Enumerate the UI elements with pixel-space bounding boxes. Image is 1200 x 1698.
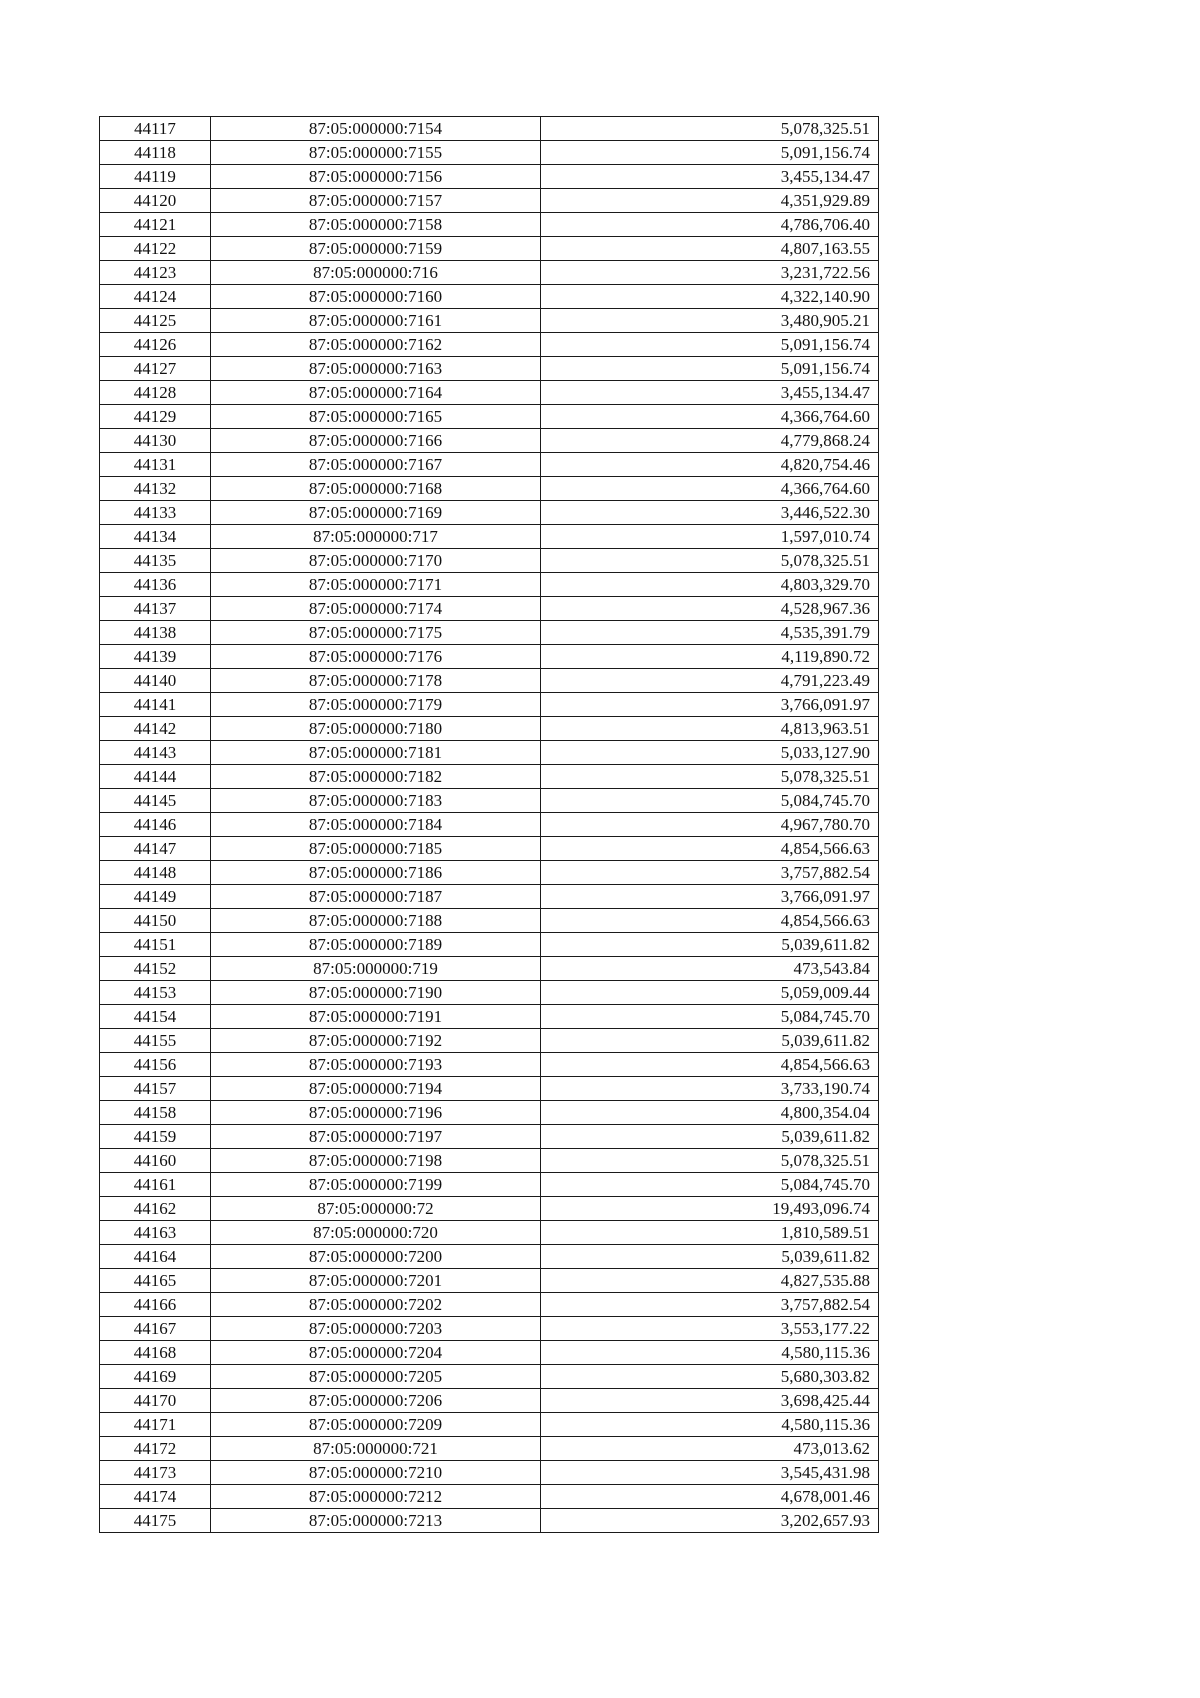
cadastral-number-cell: 87:05:000000:7169: [211, 501, 541, 525]
table-row: [100, 117, 879, 141]
value-cell: 3,455,134.47: [541, 381, 879, 405]
table-row: [100, 525, 879, 549]
value-cell: 4,820,754.46: [541, 453, 879, 477]
row-number-cell: 44143: [100, 741, 211, 765]
row-number-cell: 44166: [100, 1293, 211, 1317]
value-cell: 3,202,657.93: [541, 1509, 879, 1533]
table-row: [100, 1365, 879, 1389]
table-row: [100, 477, 879, 501]
cadastral-number-cell: 87:05:000000:7200: [211, 1245, 541, 1269]
row-number-cell: 44152: [100, 957, 211, 981]
table-row: [100, 429, 879, 453]
table-row: [100, 1413, 879, 1437]
cadastral-number-cell: 87:05:000000:7202: [211, 1293, 541, 1317]
row-number-cell: 44141: [100, 693, 211, 717]
value-cell: 3,757,882.54: [541, 861, 879, 885]
table-row: [100, 1437, 879, 1461]
row-number-cell: 44157: [100, 1077, 211, 1101]
table-row: [100, 1125, 879, 1149]
cadastral-number-cell: 87:05:000000:7182: [211, 765, 541, 789]
table-row: [100, 1317, 879, 1341]
value-cell: 3,757,882.54: [541, 1293, 879, 1317]
row-number-cell: 44165: [100, 1269, 211, 1293]
value-cell: 473,013.62: [541, 1437, 879, 1461]
row-number-cell: 44122: [100, 237, 211, 261]
value-cell: 5,039,611.82: [541, 933, 879, 957]
value-cell: 5,039,611.82: [541, 1029, 879, 1053]
row-number-cell: 44160: [100, 1149, 211, 1173]
row-number-cell: 44171: [100, 1413, 211, 1437]
table-row: [100, 501, 879, 525]
value-cell: 5,059,009.44: [541, 981, 879, 1005]
row-number-cell: 44164: [100, 1245, 211, 1269]
row-number-cell: 44154: [100, 1005, 211, 1029]
row-number-cell: 44135: [100, 549, 211, 573]
row-number-cell: 44134: [100, 525, 211, 549]
value-cell: 4,322,140.90: [541, 285, 879, 309]
table-row: [100, 909, 879, 933]
table-row: [100, 1005, 879, 1029]
cadastral-number-cell: 87:05:000000:7203: [211, 1317, 541, 1341]
table-row: [100, 1197, 879, 1221]
value-cell: 4,779,868.24: [541, 429, 879, 453]
cadastral-number-cell: 87:05:000000:7165: [211, 405, 541, 429]
row-number-cell: 44156: [100, 1053, 211, 1077]
row-number-cell: 44155: [100, 1029, 211, 1053]
table-row: [100, 237, 879, 261]
table-row: [100, 957, 879, 981]
value-cell: 3,766,091.97: [541, 693, 879, 717]
row-number-cell: 44150: [100, 909, 211, 933]
row-number-cell: 44172: [100, 1437, 211, 1461]
cadastral-number-cell: 87:05:000000:7155: [211, 141, 541, 165]
table-row: [100, 141, 879, 165]
cadastral-number-cell: 87:05:000000:719: [211, 957, 541, 981]
row-number-cell: 44117: [100, 117, 211, 141]
value-cell: 3,446,522.30: [541, 501, 879, 525]
value-cell: 3,698,425.44: [541, 1389, 879, 1413]
row-number-cell: 44162: [100, 1197, 211, 1221]
value-cell: 4,813,963.51: [541, 717, 879, 741]
table-row: [100, 285, 879, 309]
value-cell: 4,580,115.36: [541, 1341, 879, 1365]
cadastral-number-cell: 87:05:000000:7190: [211, 981, 541, 1005]
value-cell: 4,528,967.36: [541, 597, 879, 621]
cadastral-number-cell: 87:05:000000:7174: [211, 597, 541, 621]
value-cell: 4,854,566.63: [541, 1053, 879, 1077]
row-number-cell: 44170: [100, 1389, 211, 1413]
table-row: [100, 453, 879, 477]
table-row: [100, 1029, 879, 1053]
cadastral-number-cell: 87:05:000000:7185: [211, 837, 541, 861]
cadastral-number-cell: 87:05:000000:7189: [211, 933, 541, 957]
value-cell: 473,543.84: [541, 957, 879, 981]
row-number-cell: 44139: [100, 645, 211, 669]
value-cell: 4,786,706.40: [541, 213, 879, 237]
row-number-cell: 44144: [100, 765, 211, 789]
row-number-cell: 44130: [100, 429, 211, 453]
value-cell: 5,078,325.51: [541, 117, 879, 141]
cadastral-number-cell: 87:05:000000:7188: [211, 909, 541, 933]
value-cell: 4,800,354.04: [541, 1101, 879, 1125]
table-row: [100, 789, 879, 813]
cadastral-number-cell: 87:05:000000:7194: [211, 1077, 541, 1101]
value-cell: 4,535,391.79: [541, 621, 879, 645]
row-number-cell: 44125: [100, 309, 211, 333]
row-number-cell: 44138: [100, 621, 211, 645]
table-row: [100, 1053, 879, 1077]
cadastral-number-cell: 87:05:000000:7184: [211, 813, 541, 837]
row-number-cell: 44142: [100, 717, 211, 741]
cadastral-number-cell: 87:05:000000:7163: [211, 357, 541, 381]
table-row: [100, 1269, 879, 1293]
cadastral-number-cell: 87:05:000000:721: [211, 1437, 541, 1461]
row-number-cell: 44173: [100, 1461, 211, 1485]
cadastral-number-cell: 87:05:000000:7210: [211, 1461, 541, 1485]
table-row: [100, 621, 879, 645]
value-cell: 4,678,001.46: [541, 1485, 879, 1509]
cadastral-number-cell: 87:05:000000:7180: [211, 717, 541, 741]
value-cell: 5,680,303.82: [541, 1365, 879, 1389]
value-cell: 4,580,115.36: [541, 1413, 879, 1437]
cadastral-number-cell: 87:05:000000:7196: [211, 1101, 541, 1125]
cadastral-number-cell: 87:05:000000:7199: [211, 1173, 541, 1197]
value-cell: 4,807,163.55: [541, 237, 879, 261]
cadastral-number-cell: 87:05:000000:7176: [211, 645, 541, 669]
cadastral-number-cell: 87:05:000000:7175: [211, 621, 541, 645]
cadastral-number-cell: 87:05:000000:7159: [211, 237, 541, 261]
value-cell: 3,231,722.56: [541, 261, 879, 285]
cadastral-number-cell: 87:05:000000:7186: [211, 861, 541, 885]
row-number-cell: 44126: [100, 333, 211, 357]
value-cell: 5,091,156.74: [541, 357, 879, 381]
value-cell: 3,480,905.21: [541, 309, 879, 333]
row-number-cell: 44132: [100, 477, 211, 501]
row-number-cell: 44140: [100, 669, 211, 693]
row-number-cell: 44129: [100, 405, 211, 429]
value-cell: 5,033,127.90: [541, 741, 879, 765]
value-cell: 5,091,156.74: [541, 141, 879, 165]
row-number-cell: 44163: [100, 1221, 211, 1245]
value-cell: 5,078,325.51: [541, 1149, 879, 1173]
value-cell: 19,493,096.74: [541, 1197, 879, 1221]
value-cell: 4,803,329.70: [541, 573, 879, 597]
value-cell: 4,351,929.89: [541, 189, 879, 213]
table-row: [100, 645, 879, 669]
value-cell: 5,084,745.70: [541, 1005, 879, 1029]
cadastral-number-cell: 87:05:000000:7179: [211, 693, 541, 717]
row-number-cell: 44118: [100, 141, 211, 165]
cadastral-number-cell: 87:05:000000:7171: [211, 573, 541, 597]
row-number-cell: 44167: [100, 1317, 211, 1341]
table-row: [100, 261, 879, 285]
value-cell: 3,455,134.47: [541, 165, 879, 189]
row-number-cell: 44127: [100, 357, 211, 381]
table-row: [100, 861, 879, 885]
value-cell: 3,553,177.22: [541, 1317, 879, 1341]
cadastral-number-cell: 87:05:000000:7164: [211, 381, 541, 405]
cadastral-number-cell: 87:05:000000:72: [211, 1197, 541, 1221]
value-cell: 1,810,589.51: [541, 1221, 879, 1245]
cadastral-value-table: [99, 116, 879, 1533]
row-number-cell: 44147: [100, 837, 211, 861]
row-number-cell: 44174: [100, 1485, 211, 1509]
row-number-cell: 44148: [100, 861, 211, 885]
cadastral-number-cell: 87:05:000000:717: [211, 525, 541, 549]
table-row: [100, 741, 879, 765]
row-number-cell: 44168: [100, 1341, 211, 1365]
table-row: [100, 1101, 879, 1125]
table-row: [100, 213, 879, 237]
cadastral-number-cell: 87:05:000000:7213: [211, 1509, 541, 1533]
value-cell: 4,119,890.72: [541, 645, 879, 669]
table-row: [100, 693, 879, 717]
row-number-cell: 44153: [100, 981, 211, 1005]
table-row: [100, 405, 879, 429]
row-number-cell: 44175: [100, 1509, 211, 1533]
value-cell: 5,039,611.82: [541, 1245, 879, 1269]
cadastral-number-cell: 87:05:000000:7193: [211, 1053, 541, 1077]
row-number-cell: 44120: [100, 189, 211, 213]
row-number-cell: 44137: [100, 597, 211, 621]
table-row: [100, 1485, 879, 1509]
cadastral-number-cell: 87:05:000000:7209: [211, 1413, 541, 1437]
row-number-cell: 44123: [100, 261, 211, 285]
cadastral-number-cell: 87:05:000000:7154: [211, 117, 541, 141]
value-cell: 5,091,156.74: [541, 333, 879, 357]
cadastral-number-cell: 87:05:000000:7183: [211, 789, 541, 813]
cadastral-number-cell: 87:05:000000:7192: [211, 1029, 541, 1053]
row-number-cell: 44161: [100, 1173, 211, 1197]
value-cell: 5,084,745.70: [541, 789, 879, 813]
cadastral-number-cell: 87:05:000000:7197: [211, 1125, 541, 1149]
value-cell: 4,366,764.60: [541, 477, 879, 501]
value-cell: 4,791,223.49: [541, 669, 879, 693]
cadastral-number-cell: 87:05:000000:7158: [211, 213, 541, 237]
cadastral-number-cell: 87:05:000000:7156: [211, 165, 541, 189]
table-row: [100, 1149, 879, 1173]
value-cell: 4,854,566.63: [541, 909, 879, 933]
cadastral-number-cell: 87:05:000000:7167: [211, 453, 541, 477]
row-number-cell: 44133: [100, 501, 211, 525]
table-row: [100, 669, 879, 693]
table-row: [100, 357, 879, 381]
value-cell: 5,084,745.70: [541, 1173, 879, 1197]
table-row: [100, 1461, 879, 1485]
table-row: [100, 1245, 879, 1269]
cadastral-number-cell: 87:05:000000:716: [211, 261, 541, 285]
table-row: [100, 189, 879, 213]
cadastral-number-cell: 87:05:000000:7206: [211, 1389, 541, 1413]
value-cell: 3,733,190.74: [541, 1077, 879, 1101]
row-number-cell: 44136: [100, 573, 211, 597]
table-row: [100, 309, 879, 333]
cadastral-number-cell: 87:05:000000:7201: [211, 1269, 541, 1293]
table-body: [100, 117, 879, 1533]
table-row: [100, 1077, 879, 1101]
cadastral-number-cell: 87:05:000000:7168: [211, 477, 541, 501]
row-number-cell: 44158: [100, 1101, 211, 1125]
cadastral-number-cell: 87:05:000000:7166: [211, 429, 541, 453]
cadastral-number-cell: 87:05:000000:7187: [211, 885, 541, 909]
table-row: [100, 933, 879, 957]
table-row: [100, 981, 879, 1005]
row-number-cell: 44169: [100, 1365, 211, 1389]
row-number-cell: 44159: [100, 1125, 211, 1149]
cadastral-number-cell: 87:05:000000:7212: [211, 1485, 541, 1509]
table-row: [100, 837, 879, 861]
cadastral-number-cell: 87:05:000000:7191: [211, 1005, 541, 1029]
table-row: [100, 549, 879, 573]
value-cell: 5,078,325.51: [541, 549, 879, 573]
value-cell: 5,039,611.82: [541, 1125, 879, 1149]
cadastral-number-cell: 87:05:000000:7157: [211, 189, 541, 213]
table-row: [100, 1293, 879, 1317]
value-cell: 4,854,566.63: [541, 837, 879, 861]
value-cell: 5,078,325.51: [541, 765, 879, 789]
table-row: [100, 597, 879, 621]
cadastral-number-cell: 87:05:000000:7170: [211, 549, 541, 573]
cadastral-number-cell: 87:05:000000:7198: [211, 1149, 541, 1173]
row-number-cell: 44145: [100, 789, 211, 813]
row-number-cell: 44146: [100, 813, 211, 837]
table-row: [100, 573, 879, 597]
table-row: [100, 1221, 879, 1245]
row-number-cell: 44119: [100, 165, 211, 189]
cadastral-number-cell: 87:05:000000:7205: [211, 1365, 541, 1389]
table-row: [100, 333, 879, 357]
table-row: [100, 1509, 879, 1533]
table-row: [100, 1173, 879, 1197]
row-number-cell: 44151: [100, 933, 211, 957]
cadastral-number-cell: 87:05:000000:7162: [211, 333, 541, 357]
value-cell: 4,366,764.60: [541, 405, 879, 429]
table-row: [100, 885, 879, 909]
cadastral-number-cell: 87:05:000000:7181: [211, 741, 541, 765]
cadastral-number-cell: 87:05:000000:7160: [211, 285, 541, 309]
value-cell: 1,597,010.74: [541, 525, 879, 549]
row-number-cell: 44121: [100, 213, 211, 237]
table-row: [100, 165, 879, 189]
table-row: [100, 381, 879, 405]
cadastral-number-cell: 87:05:000000:720: [211, 1221, 541, 1245]
table-row: [100, 765, 879, 789]
cadastral-number-cell: 87:05:000000:7178: [211, 669, 541, 693]
table-row: [100, 1341, 879, 1365]
row-number-cell: 44131: [100, 453, 211, 477]
value-cell: 4,827,535.88: [541, 1269, 879, 1293]
value-cell: 4,967,780.70: [541, 813, 879, 837]
table-row: [100, 813, 879, 837]
table-row: [100, 1389, 879, 1413]
row-number-cell: 44124: [100, 285, 211, 309]
table-row: [100, 717, 879, 741]
row-number-cell: 44128: [100, 381, 211, 405]
cadastral-number-cell: 87:05:000000:7204: [211, 1341, 541, 1365]
cadastral-number-cell: 87:05:000000:7161: [211, 309, 541, 333]
row-number-cell: 44149: [100, 885, 211, 909]
value-cell: 3,545,431.98: [541, 1461, 879, 1485]
value-cell: 3,766,091.97: [541, 885, 879, 909]
